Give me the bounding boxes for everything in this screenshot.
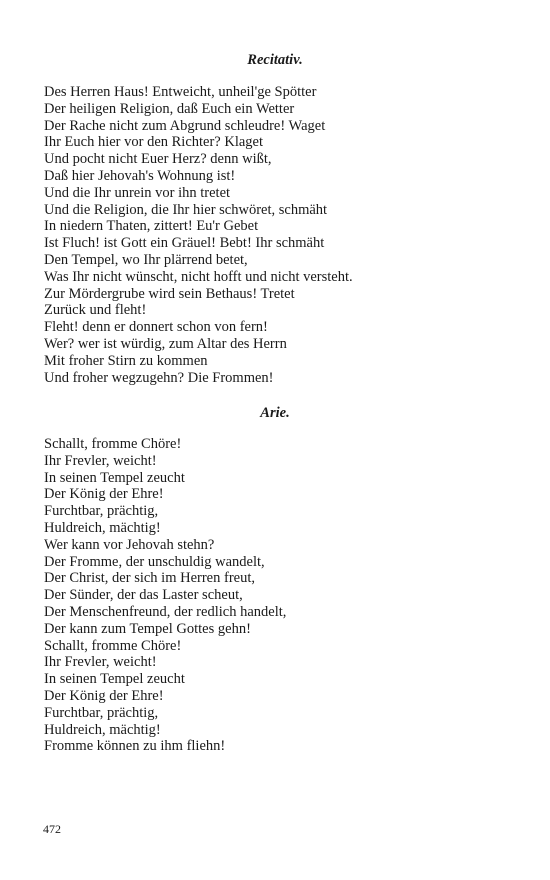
verse-line: Wer? wer ist würdig, zum Altar des Herrn: [44, 335, 287, 352]
verse-line: Der Christ, der sich im Herren freut,: [44, 570, 255, 587]
verse-line: Fleht! denn er donnert schon von fern!: [44, 319, 268, 336]
verse-line: Der Sünder, der das Laster scheut,: [44, 587, 243, 604]
verse-line: Was Ihr nicht wünscht, nicht hofft und nicht versteht.: [44, 268, 353, 285]
verse-line: Schallt, fromme Chöre!: [44, 637, 182, 654]
verse-line: Schallt, fromme Chöre!: [44, 436, 182, 452]
verse-line: Zur Mördergrube wird sein Bethaus! Tretet: [44, 285, 295, 302]
verse-line: Huldreich, mächtig!: [44, 519, 161, 536]
verse-line: Und die Religion, die Ihr hier schwöret, schmäht: [44, 201, 328, 218]
verse-line: Der heiligen Religion, daß Euch ein Wetter: [44, 100, 295, 117]
verse-line: Der König der Ehre!: [44, 486, 164, 503]
section-heading-arie: Arie.: [260, 405, 290, 421]
verse-line: Der kann zum Tempel Gottes gehn!: [44, 620, 251, 637]
verse-line: Ihr Frevler, weicht!: [44, 654, 157, 671]
recitativ-verse: [44, 84, 353, 386]
verse-line: Daß hier Jehovah's Wohnung ist!: [44, 167, 236, 184]
verse-line: Und die Ihr unrein vor ihn tretet: [44, 184, 231, 201]
verse-line: In seinen Tempel zeucht: [44, 469, 185, 486]
verse-line: Fromme können zu ihm fliehn!: [44, 738, 226, 755]
verse-line: Ihr Euch hier vor den Richter? Klaget: [44, 134, 264, 151]
verse-line: Der Rache nicht zum Abgrund schleudre! Waget: [44, 117, 326, 134]
verse-line: Der König der Ehre!: [44, 687, 164, 704]
verse-line: Zurück und fleht!: [44, 302, 147, 319]
page-number: 472: [43, 822, 61, 836]
verse-line: Furchtbar, prächtig,: [44, 704, 159, 721]
verse-line: Wer kann vor Jehovah stehn?: [44, 536, 215, 553]
verse-line: Den Tempel, wo Ihr plärrend betet,: [44, 251, 248, 268]
section-heading-recitativ: Recitativ.: [247, 52, 303, 68]
verse-line: Der Fromme, der unschuldig wandelt,: [44, 553, 265, 570]
verse-line: Ihr Frevler, weicht!: [44, 452, 157, 469]
verse-line: Und pocht nicht Euer Herz? denn wißt,: [44, 151, 272, 168]
verse-line: Huldreich, mächtig!: [44, 721, 161, 738]
verse-line: In niedern Thaten, zittert! Eu'r Gebet: [44, 218, 259, 235]
verse-line: Mit froher Stirn zu kommen: [44, 352, 208, 369]
verse-line: In seinen Tempel zeucht: [44, 671, 185, 688]
verse-line: Des Herren Haus! Entweicht, unheil'ge Spötter: [44, 84, 317, 100]
arie-verse: [44, 436, 286, 755]
verse-line: Furchtbar, prächtig,: [44, 503, 159, 520]
verse-line: Und froher wegzugehn? Die Frommen!: [44, 369, 274, 386]
verse-line: Ist Fluch! ist Gott ein Gräuel! Bebt! Ihr schmäht: [44, 235, 325, 252]
verse-line: Der Menschenfreund, der redlich handelt,: [44, 603, 287, 620]
